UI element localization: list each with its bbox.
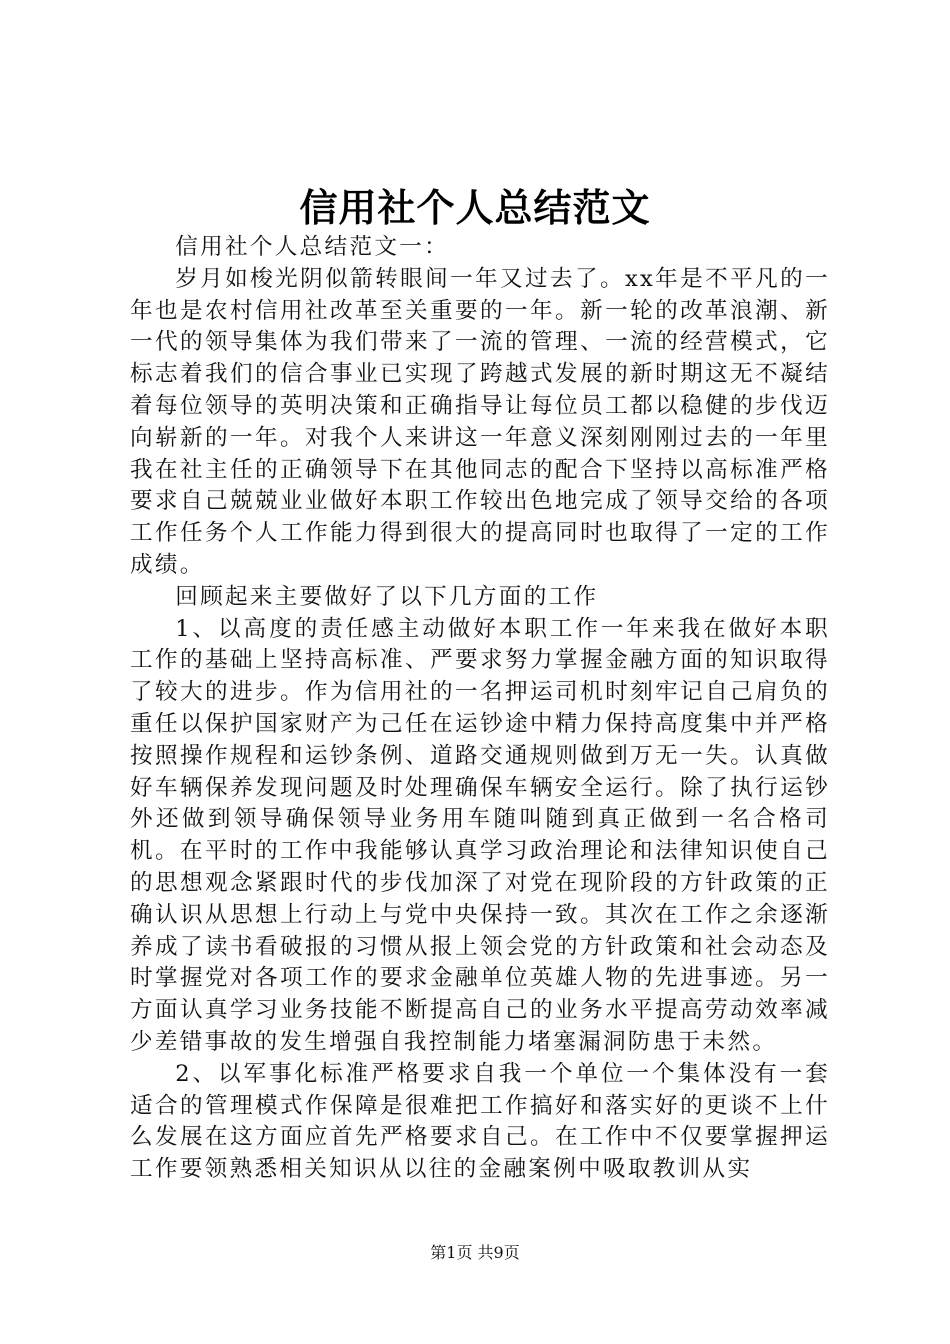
page-number-footer: 第1页 共9页 bbox=[430, 1243, 520, 1262]
document-body bbox=[130, 232, 830, 1186]
paragraph-review-heading: 回顾起来主要做好了以下几方面的工作 bbox=[175, 583, 599, 610]
document-title: 信用社个人总结范文 bbox=[299, 185, 651, 230]
paragraph-intro-heading: 信用社个人总结范文一： bbox=[175, 234, 450, 260]
paragraph-item-2: 2、以军事化标准严格要求自我一个单位一个集体没有一套适合的管理模式作保障是很难把工作搞好和落实好的更谈不上什么发展在这方面应首先严格要求自己。在工作中不仅要掌握押运工作要领熟悉相关知识从以往的金融案例中吸取教训从实 bbox=[130, 1060, 830, 1183]
paragraph-item-1: 1、以高度的责任感主动做好本职工作一年来我在做好本职工作的基础上坚持高标准、严要求努力掌握金融方面的知识取得了较大的进步。作为信用社的一名押运司机时刻牢记自己肩负的重任以保护国家财产为己任在运钞途中精力保持高度集中并严格按照操作规程和运钞条例、道路交通规则做到万无一失。认真做好车辆保养发现问题及时处理确保车辆安全运行。除了执行运钞外还做到领导确保领导业务用车随叫随到真正做到一名合格司机。在平时的工作中我能够认真学习政治理论和法律知识使自己的思想观念紧跟时代的步伐加深了对党在现阶段的方针政策的正确认识从思想上行动上与党中央保持一致。其次在工作之余逐渐养成了读书看破报的习惯从报上领会党的方针政策和社会动态及时掌握党对各项工作的要求金融单位英雄人物的先进事迹。另一方面认真学习业务技能不断提高自己的业务水平提高劳动效率减少差错事故的发生增强自我控制能力堵塞漏洞防患于未然。 bbox=[130, 615, 830, 1055]
paragraph-opening: 岁月如梭光阴似箭转眼间一年又过去了。xx年是不平凡的一年也是农村信用社改革至关重要的一年。新一轮的改革浪潮、新一代的领导集体为我们带来了一流的管理、一流的经营模式，它标志着我们的信合事业已实现了跨越式发展的新时期这无不凝结着每位领导的英明决策和正确指导让每位员工都以稳健的步伐迈向崭新的一年。对我个人来讲这一年意义深刻刚刚过去的一年里我在社主任的正确领导下在其他同志的配合下坚持以高标准严格要求自己兢兢业业做好本职工作较出色地完成了领导交给的各项工作任务个人工作能力得到很大的提高同时也取得了一定的工作成绩。 bbox=[130, 265, 830, 578]
